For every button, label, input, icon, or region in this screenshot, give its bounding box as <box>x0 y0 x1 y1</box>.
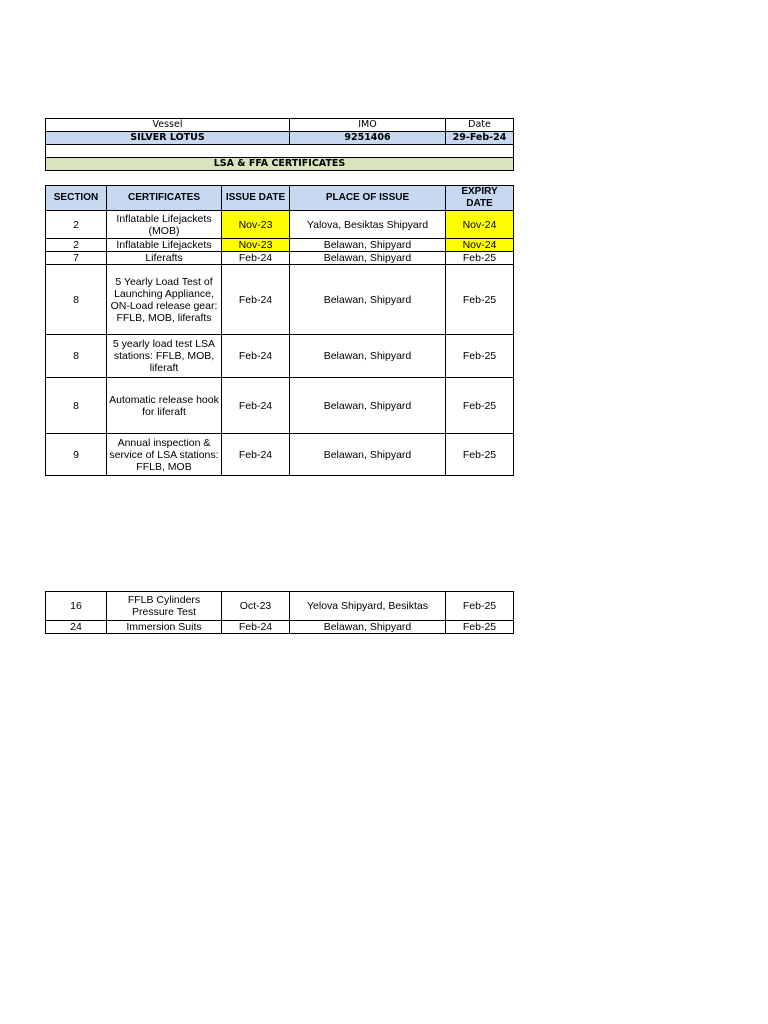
col-header-certificates: CERTIFICATES <box>107 186 222 211</box>
place-cell: Yalova, Besiktas Shipyard <box>290 211 446 239</box>
place-cell: Belawan, Shipyard <box>290 265 446 335</box>
table-row <box>46 211 514 239</box>
spacer-row <box>46 145 514 158</box>
vessel-label: Vessel <box>46 119 290 132</box>
page-title: LSA & FFA CERTIFICATES <box>46 158 514 171</box>
certificate-cell: 5 Yearly Load Test of Launching Appliance, ON-Load release gear: FFLB, MOB, liferafts <box>107 265 222 335</box>
col-header-place-of-issue: PLACE OF ISSUE <box>290 186 446 211</box>
expiry-date-cell: Feb-25 <box>446 265 514 335</box>
issue-date-cell: Feb-24 <box>222 434 290 476</box>
issue-date-cell: Feb-24 <box>222 378 290 434</box>
expiry-date-cell: Feb-25 <box>446 378 514 434</box>
issue-date-cell: Nov-23 <box>222 239 290 252</box>
issue-date-cell: Feb-24 <box>222 621 290 634</box>
col-header-expiry-date: EXPIRY DATE <box>446 186 514 211</box>
place-cell: Belawan, Shipyard <box>290 378 446 434</box>
certificate-cell: 5 yearly load test LSA stations: FFLB, MOB, liferaft <box>107 335 222 378</box>
expiry-date-cell: Feb-25 <box>446 252 514 265</box>
issue-date-cell: Oct-23 <box>222 592 290 621</box>
expiry-date-cell: Feb-25 <box>446 335 514 378</box>
table-row <box>46 265 514 335</box>
expiry-date-cell: Feb-25 <box>446 621 514 634</box>
table-row <box>46 434 514 476</box>
expiry-date-cell: Feb-25 <box>446 434 514 476</box>
additional-certificates-table <box>45 591 514 634</box>
section-cell: 24 <box>46 621 107 634</box>
section-cell: 8 <box>46 335 107 378</box>
table-row <box>46 621 514 634</box>
certificates-table <box>45 185 514 476</box>
certificate-cell: Automatic release hook for liferaft <box>107 378 222 434</box>
table-row <box>46 592 514 621</box>
table-row <box>46 252 514 265</box>
certificate-cell: Inflatable Lifejackets (MOB) <box>107 211 222 239</box>
certificate-cell: Immersion Suits <box>107 621 222 634</box>
certificate-cell: Inflatable Lifejackets <box>107 239 222 252</box>
expiry-date-cell: Feb-25 <box>446 592 514 621</box>
date-label: Date <box>446 119 514 132</box>
col-header-issue-date: ISSUE DATE <box>222 186 290 211</box>
section-cell: 8 <box>46 378 107 434</box>
certificate-cell: Annual inspection & service of LSA stations: FFLB, MOB <box>107 434 222 476</box>
date-value: 29-Feb-24 <box>446 132 514 145</box>
place-cell: Belawan, Shipyard <box>290 239 446 252</box>
place-cell: Belawan, Shipyard <box>290 252 446 265</box>
section-cell: 2 <box>46 211 107 239</box>
certificate-cell: Liferafts <box>107 252 222 265</box>
table-row <box>46 239 514 252</box>
issue-date-cell: Nov-23 <box>222 211 290 239</box>
section-cell: 16 <box>46 592 107 621</box>
table-row <box>46 335 514 378</box>
imo-label: IMO <box>290 119 446 132</box>
table-row <box>46 378 514 434</box>
place-cell: Belawan, Shipyard <box>290 434 446 476</box>
vessel-value: SILVER LOTUS <box>46 132 290 145</box>
section-cell: 8 <box>46 265 107 335</box>
col-header-section: SECTION <box>46 186 107 211</box>
vessel-header-table <box>45 118 514 171</box>
expiry-date-cell: Nov-24 <box>446 239 514 252</box>
issue-date-cell: Feb-24 <box>222 252 290 265</box>
certificate-cell: FFLB Cylinders Pressure Test <box>107 592 222 621</box>
place-cell: Belawan, Shipyard <box>290 335 446 378</box>
section-cell: 7 <box>46 252 107 265</box>
issue-date-cell: Feb-24 <box>222 335 290 378</box>
section-cell: 9 <box>46 434 107 476</box>
expiry-date-cell: Nov-24 <box>446 211 514 239</box>
imo-value: 9251406 <box>290 132 446 145</box>
section-cell: 2 <box>46 239 107 252</box>
issue-date-cell: Feb-24 <box>222 265 290 335</box>
place-cell: Yelova Shipyard, Besiktas <box>290 592 446 621</box>
place-cell: Belawan, Shipyard <box>290 621 446 634</box>
